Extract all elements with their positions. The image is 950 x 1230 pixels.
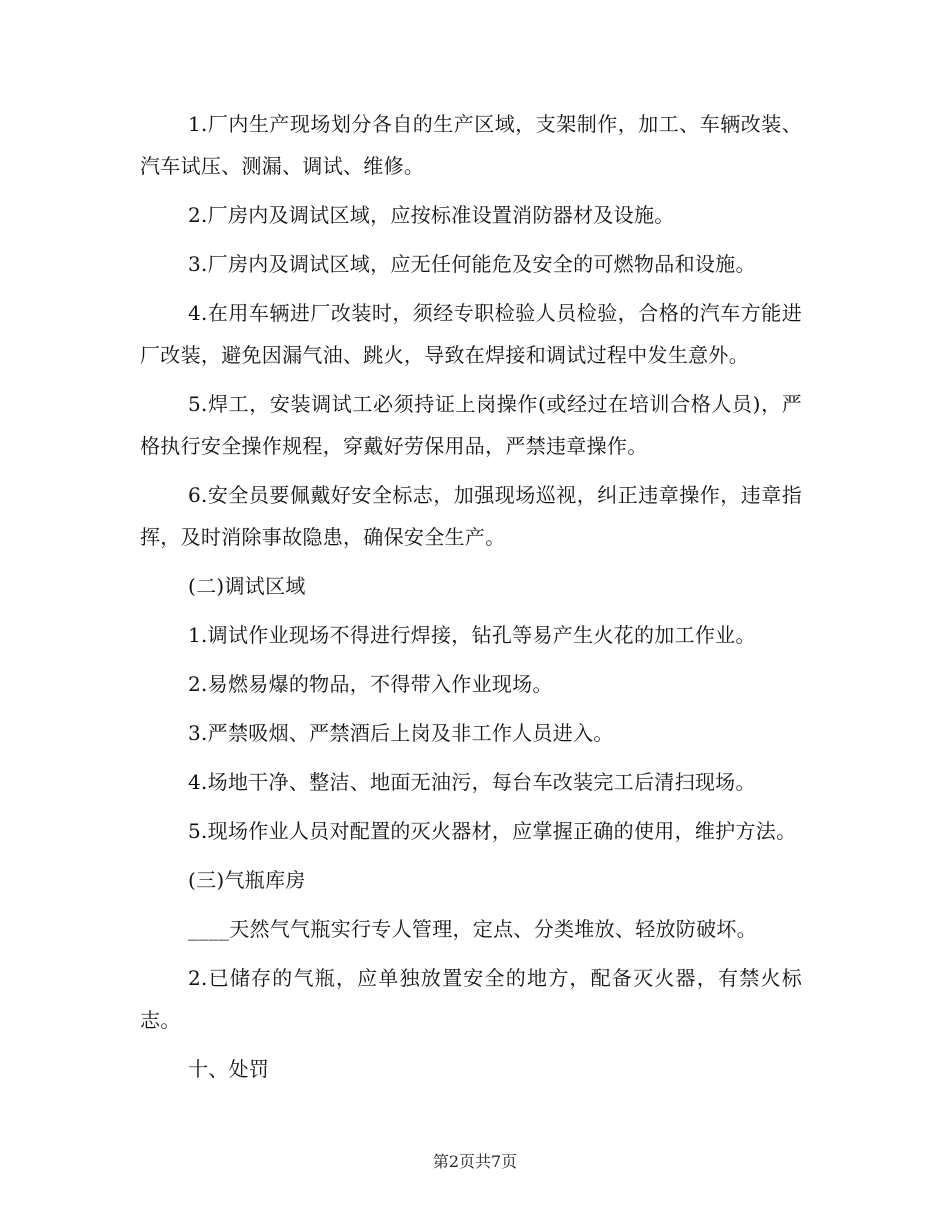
paragraph-cylinder-storage: 2.已储存的气瓶，应单独放置安全的地方，配备灭火器，有禁火标志。 [140,966,802,1032]
paragraph-no-smoking: 3.严禁吸烟、严禁酒后上岗及非工作人员进入。 [188,721,614,745]
paragraph-safety-officer: 6.安全员要佩戴好安全标志，加强现场巡视，纠正违章操作，违章指挥，及时消除事故隐患，确保安全生产。 [140,483,802,549]
document-body [140,103,802,1097]
paragraph-fire-equipment: 2.厂房内及调试区域，应按标准设置消防器材及设施。 [188,203,675,227]
paragraph-factory-zones: 1.厂内生产现场划分各自的生产区域，支架制作，加工、车辆改装、汽车试压、测漏、调试、维修。 [140,112,802,178]
section-heading-penalties: 十、处罚 [188,1057,270,1081]
paragraph-extinguisher-use: 5.现场作业人员对配置的灭火器材，应掌握正确的使用，维护方法。 [188,819,797,843]
paragraph-cylinder-management: ____天然气气瓶实行专人管理，定点、分类堆放、轻放防破坏。 [188,917,757,941]
page-number-footer: 第2页共7页 [432,1152,518,1171]
paragraph-clean-site: 4.场地干净、整洁、地面无油污，每台车改装完工后清扫现场。 [188,770,756,794]
paragraph-no-flammables: 2.易燃易爆的物品，不得带入作业现场。 [188,672,553,696]
paragraph-vehicle-inspection: 4.在用车辆进厂改装时，须经专职检验人员检验，合格的汽车方能进厂改装，避免因漏气油、跳火，导致在焊接和调试过程中发生意外。 [140,301,802,367]
paragraph-welder-certification: 5.焊工，安装调试工必须持证上岗操作(或经过在培训合格人员)，严格执行安全操作规程，穿戴好劳保用品，严禁违章操作。 [140,392,802,458]
paragraph-no-welding: 1.调试作业现场不得进行焊接，钻孔等易产生火花的加工作业。 [188,623,756,647]
paragraph-no-combustibles: 3.厂房内及调试区域，应无任何能危及安全的可燃物品和设施。 [188,252,756,276]
section-heading-cylinder-store: (三)气瓶库房 [188,868,306,892]
section-heading-debug-area: (二)调试区域 [188,574,306,598]
